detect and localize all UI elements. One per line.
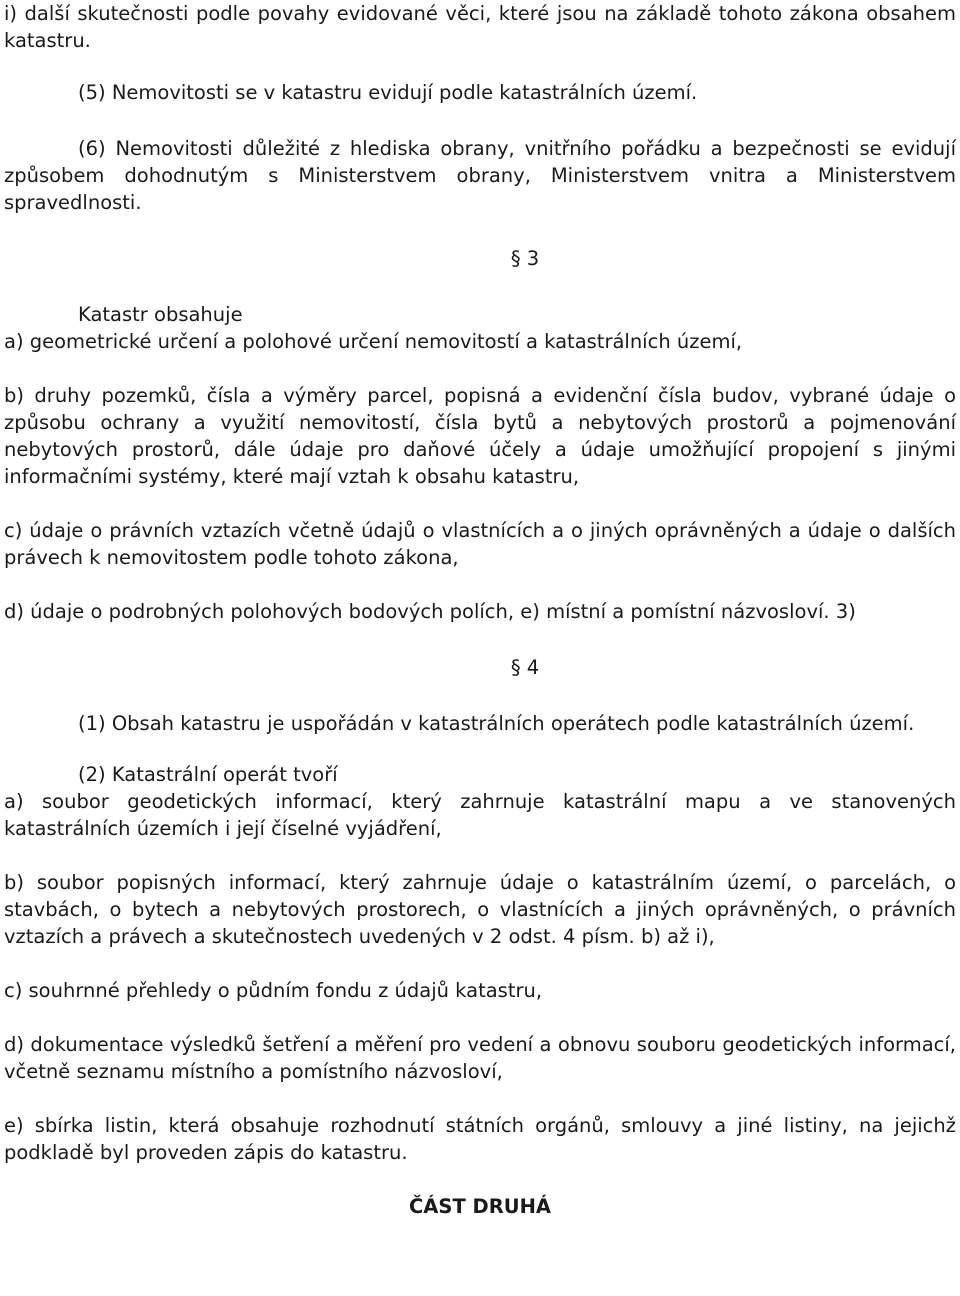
paragraph-item-i: i) další skutečnosti podle povahy evidované věci, které jsou na základě tohoto zákona obsahem katastru.	[4, 2, 956, 52]
paragraph-item-d: d) údaje o podrobných polohových bodových polích, e) místní a pomístní názvosloví. 3)	[4, 600, 856, 623]
part-heading: ČÁST DRUHÁ	[409, 1195, 551, 1218]
paragraph-item-b: b) druhy pozemků, čísla a výměry parcel, popisná a evidenční čísla budov, vybrané údaje o způsobu ochrany a využití nemovitostí, čísla bytů a nebytových prostorů a pojmenování nebytových prostorů, dále údaje pro daňové účely a údaje umožňující propojení s jinými informačními systémy, které mají vztah k obsahu katastru,	[4, 384, 956, 488]
section-heading-3: § 3	[510, 247, 540, 270]
paragraph-4-2-e: e) sbírka listin, která obsahuje rozhodnutí státních orgánů, smlouvy a jiné listiny, na jejichž podkladě byl proveden zápis do katastru.	[4, 1114, 956, 1164]
paragraph-item-c: c) údaje o právních vztazích včetně údajů o vlastnících a o jiných oprávněných a údaje o dalších právech k nemovitostem podle tohoto zákona,	[4, 519, 956, 569]
paragraph-4-2-c: c) souhrnné přehledy o půdním fondu z údajů katastru,	[4, 979, 543, 1002]
paragraph-6: (6) Nemovitosti důležité z hlediska obrany, vnitřního pořádku a bezpečnosti se evidují způsobem dohodnutým s Ministerstvem obrany, Ministerstvem vnitra a Ministerstvem spravedlnosti.	[4, 137, 956, 214]
paragraph-katastr-obsahuje: Katastr obsahuje	[78, 303, 243, 326]
paragraph-item-a: a) geometrické určení a polohové určení nemovitostí a katastrálních území,	[4, 330, 743, 353]
paragraph-4-2-b: b) soubor popisných informací, který zahrnuje údaje o katastrálním území, o parcelách, o stavbách, o bytech a nebytových prostorech, o vlastnících a jiných oprávněných, o právních vztazích a právech a skutečnostech uvedených v 2 odst. 4 písm. b) až i),	[4, 871, 956, 948]
paragraph-4-1: (1) Obsah katastru je uspořádán v katastrálních operátech podle katastrálních území.	[78, 712, 915, 735]
paragraph-4-2-a: a) soubor geodetických informací, který zahrnuje katastrální mapu a ve stanovených katastrálních územích i její číselné vyjádření,	[4, 790, 956, 840]
paragraph-5: (5) Nemovitosti se v katastru evidují podle katastrálních území.	[78, 81, 698, 104]
paragraph-4-2: (2) Katastrální operát tvoří	[78, 763, 338, 786]
document-page	[4, 0, 956, 1220]
paragraph-4-2-d: d) dokumentace výsledků šetření a měření pro vedení a obnovu souboru geodetických informací, včetně seznamu místního a pomístního názvosloví,	[4, 1033, 956, 1083]
section-heading-4: § 4	[510, 656, 540, 679]
